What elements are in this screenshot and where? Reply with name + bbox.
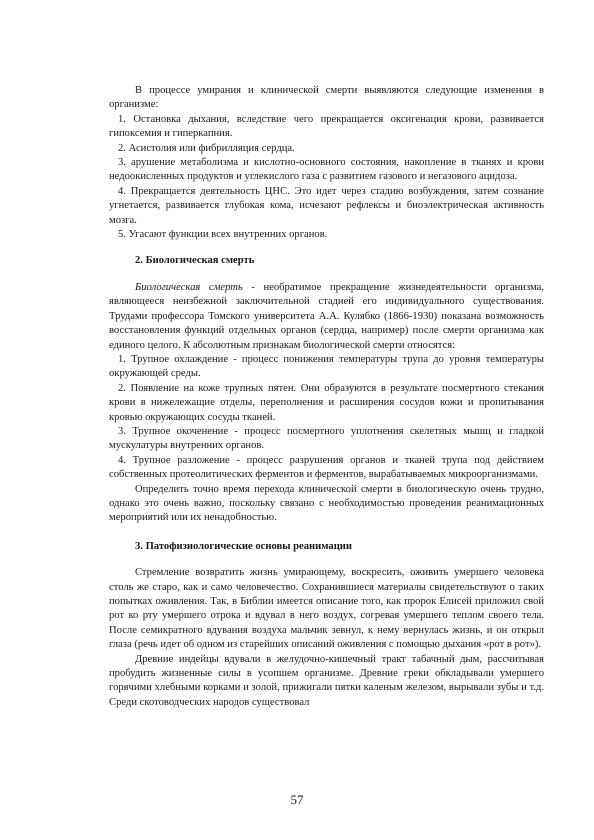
list-item: 4. Прекращается деятельность ЦНС. Это идет через стадию возбуждения, затем сознание угнетается, развивается глубокая кома, исчезают рефлексы и биоэлектрическая активность мозга. <box>109 185 544 226</box>
defined-term: Биологическая смерть <box>135 281 243 293</box>
section-heading: 3. Патофизиологические основы реанимации <box>135 540 353 552</box>
body-paragraph: Древние индейцы вдували в желудочно-кишечный тракт табачный дым, рассчитывая пробудить жизненные силы в усопшем организме. Древние греки обкладывали умершего горячими хлебными корками и золой, прижигали пятки каленым железом, вырывали зубы и т.д. Среди скотоводческих народов существовал <box>109 653 544 708</box>
list-item: 5. Угасают функции всех внутренних органов. <box>118 229 328 241</box>
list-item: 1. Трупное охлаждение - процесс понижения температуры трупа до уровня температуры окружающей среды. <box>109 353 544 380</box>
page-number: 57 <box>290 792 304 807</box>
closing-paragraph: Определить точно время перехода клинической смерти в биологическую очень трудно, однако это очень важно, поскольку связано с необходимостью проведения реанимационных мероприятий или их ненадобностью. <box>109 483 544 524</box>
body-paragraph: Стремление возвратить жизнь умирающему, воскресить, оживить умершего человека столь же старо, как и само человечество. Сохранившиеся материалы свидетельствуют о таких попытках оживления. Так, в Библии имеется описание того, как пророк Елисей приложил свой рот ко рту умершего отрока и вдувал в него воздух, согревая умершего теплом своего тела. После семикратного вдувания воздуха мальчик зевнул, к нему вернулась жизнь, и он открыл глаза (речь идет об одном из старейших описаний оживления с помощью дыхания «рот в рот»). <box>109 567 544 651</box>
list-item: 1. Остановка дыхания, вследствие чего прекращается оксигенация крови, развивается гипоксемия и гиперкапния. <box>109 113 544 140</box>
definition-paragraph <box>109 281 544 353</box>
section-heading: 2. Биологическая смерть <box>135 255 255 267</box>
list-item: 4. Трупное разложение - процесс разрушения органов и тканей трупа под действием собственных протеолитических ферментов и ферментов, вырабатываемых микроорганизмами. <box>109 454 544 481</box>
list-item: 3. Трупное окоченение - процесс посмертного уплотнения скелетных мышц и гладкой мускулатуры внутренних органов. <box>109 425 544 452</box>
page-content <box>109 84 544 710</box>
intro-paragraph: В процессе умирания и клинической смерти выявляются следующие изменения в организме: <box>109 85 544 111</box>
list-item: 2. Асистолия или фибрилляция сердца. <box>118 142 295 154</box>
list-item: 2. Появление на коже трупных пятен. Они образуются в результате посмертного стекания крови в нижележащие отделы, переполнения и расширения сосудов кожи и пропитывания кровью окружающих сосуды тканей. <box>109 382 544 423</box>
list-item: 3. арушение метаболизма и кислотно-основного состояния, накопление в тканях и крови недоокисленных продуктов и углекислого газа с развитием газового и негазового ацидоза. <box>109 157 544 183</box>
definition-text: - необратимое прекращение жизнедеятельности организма, являющееся неизбежной заключительной стадией его индивидуального существования. Трудами профессора Томского университета А.А. Кулябко (1866-1930) показана возможность восстановления функций отдельных органов (сердца, например) после смерти организма как единого целого. К абсолютным признакам биологической смерти относятся: <box>109 281 544 351</box>
